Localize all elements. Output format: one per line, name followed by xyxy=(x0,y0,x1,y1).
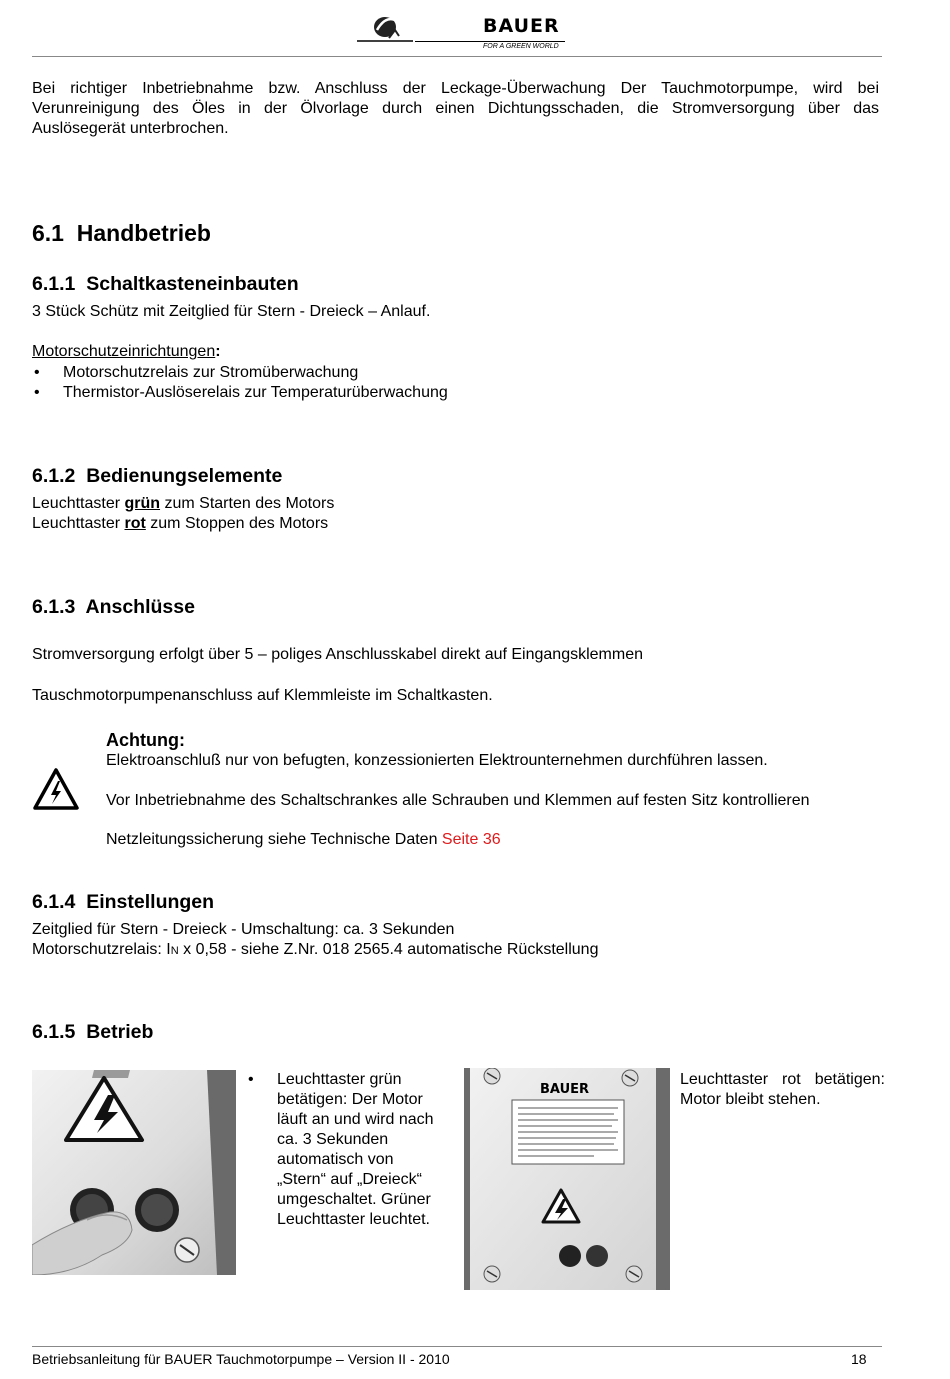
intro-line-1: Bei richtiger Inbetriebnahme bzw. Anschluss der Leckage-Überwachung Der Tauchmotorpumpe, wird bei xyxy=(32,80,879,97)
red-button-line: Leuchttaster rot zum Stoppen des Motors xyxy=(32,515,329,532)
section-number: 6.1.5 xyxy=(32,1021,76,1043)
section-number: 6.1 xyxy=(32,220,64,246)
motor-protection-colon: : xyxy=(215,343,221,360)
green-button-line: Leuchttaster grün zum Starten des Motors xyxy=(32,495,335,512)
page-number: 18 xyxy=(851,1351,867,1367)
section-title: Bedienungselemente xyxy=(86,465,283,487)
stop-line-1: Leuchttaster rot betätigen: xyxy=(680,1071,885,1088)
section-6-1-3-heading xyxy=(32,596,195,619)
footer-rule xyxy=(32,1346,882,1347)
warning-line-2: Vor Inbetriebnahme des Schaltschrankes alle Schrauben und Klemmen auf festen Sitz kontrollieren xyxy=(106,792,810,809)
section-title: Handbetrieb xyxy=(76,220,211,246)
section-number: 6.1.2 xyxy=(32,465,76,487)
section-6-1-4-heading xyxy=(32,891,214,914)
operation-bullet xyxy=(246,1070,466,1230)
motor-protection-list xyxy=(32,363,448,403)
power-supply-text: Stromversorgung erfolgt über 5 – poliges Anschlusskabel direkt auf Eingangsklemmen xyxy=(32,646,643,663)
section-6-1-2-heading xyxy=(32,465,282,488)
intro-paragraph xyxy=(32,79,879,139)
warning-title: Achtung: xyxy=(106,730,185,750)
high-voltage-warning-icon xyxy=(33,768,79,810)
section-6-1-1-heading xyxy=(32,273,299,296)
section-number: 6.1.3 xyxy=(32,596,76,618)
contactor-text: 3 Stück Schütz mit Zeitglied für Stern - Dreieck – Anlauf. xyxy=(32,303,431,320)
settings-text xyxy=(32,920,598,961)
green-emphasis: grün xyxy=(124,495,161,512)
section-title: Schaltkasteneinbauten xyxy=(86,273,299,295)
list-item: • Leuchttaster grün betätigen: Der Motor läuft an und wird nach ca. 3 Sekunden automatisch von „Stern“ auf „Dreieck“ umgeschaltet. Grüner Leuchttaster leuchtet. xyxy=(246,1070,466,1230)
section-title: Anschlüsse xyxy=(85,596,195,618)
stop-instruction xyxy=(680,1070,885,1110)
photo-start-button xyxy=(32,1070,236,1275)
red-emphasis: rot xyxy=(124,515,146,532)
photo-control-box-illustration xyxy=(464,1068,670,1290)
controls-text xyxy=(32,494,334,534)
page-reference-link[interactable]: Seite 36 xyxy=(441,831,501,848)
terminal-text: Tauschmotorpumpenanschluss auf Klemmleiste im Schaltkasten. xyxy=(32,687,493,704)
header-logo xyxy=(355,10,570,55)
section-title: Einstellungen xyxy=(86,891,215,913)
warning-line-3: Netzleitungssicherung siehe Technische Daten Seite 36 xyxy=(106,831,501,848)
intro-line-3: Auslösegerät unterbrochen. xyxy=(32,120,229,137)
photo-start-button-illustration xyxy=(32,1070,236,1275)
timer-line: Zeitglied für Stern - Dreieck - Umschaltung: ca. 3 Sekunden xyxy=(32,921,455,938)
list-item: • Thermistor-Auslöserelais zur Temperaturüberwachung xyxy=(32,383,448,403)
logo-rule xyxy=(415,41,565,42)
warning-line-1: Elektroanschluß nur von befugten, konzessionierten Elektrounternehmen durchführen lassen. xyxy=(106,752,768,769)
logo-emblem-icon xyxy=(355,10,415,55)
photo-brand-label: BAUER xyxy=(540,1082,590,1097)
motor-protection-label: Motorschutzeinrichtungen xyxy=(32,343,216,360)
logo-tagline: FOR A GREEN WORLD xyxy=(483,43,559,50)
photo-control-box xyxy=(464,1068,670,1290)
stop-line-2: Motor bleibt stehen. xyxy=(680,1091,821,1108)
footer-text: Betriebsanleitung für BAUER Tauchmotorpumpe – Version II - 2010 xyxy=(32,1351,450,1367)
section-number: 6.1.4 xyxy=(32,891,76,913)
list-item: • Motorschutzrelais zur Stromüberwachung xyxy=(32,363,448,383)
header-rule xyxy=(32,56,882,57)
section-6-1-heading xyxy=(32,220,211,247)
section-6-1-5-heading xyxy=(32,1021,153,1044)
section-title: Betrieb xyxy=(86,1021,154,1043)
logo-text: BAUER xyxy=(483,15,560,37)
intro-line-2: Verunreinigung des Öles in der Ölvorlage durch einen Dichtungsschaden, die Stromversorgung über das xyxy=(32,100,879,117)
section-number: 6.1.1 xyxy=(32,273,76,295)
motor-protection-heading xyxy=(32,342,221,362)
relay-line: Motorschutzrelais: IN x 0,58 - siehe Z.Nr. 018 2565.4 automatische Rückstellung xyxy=(32,941,599,958)
